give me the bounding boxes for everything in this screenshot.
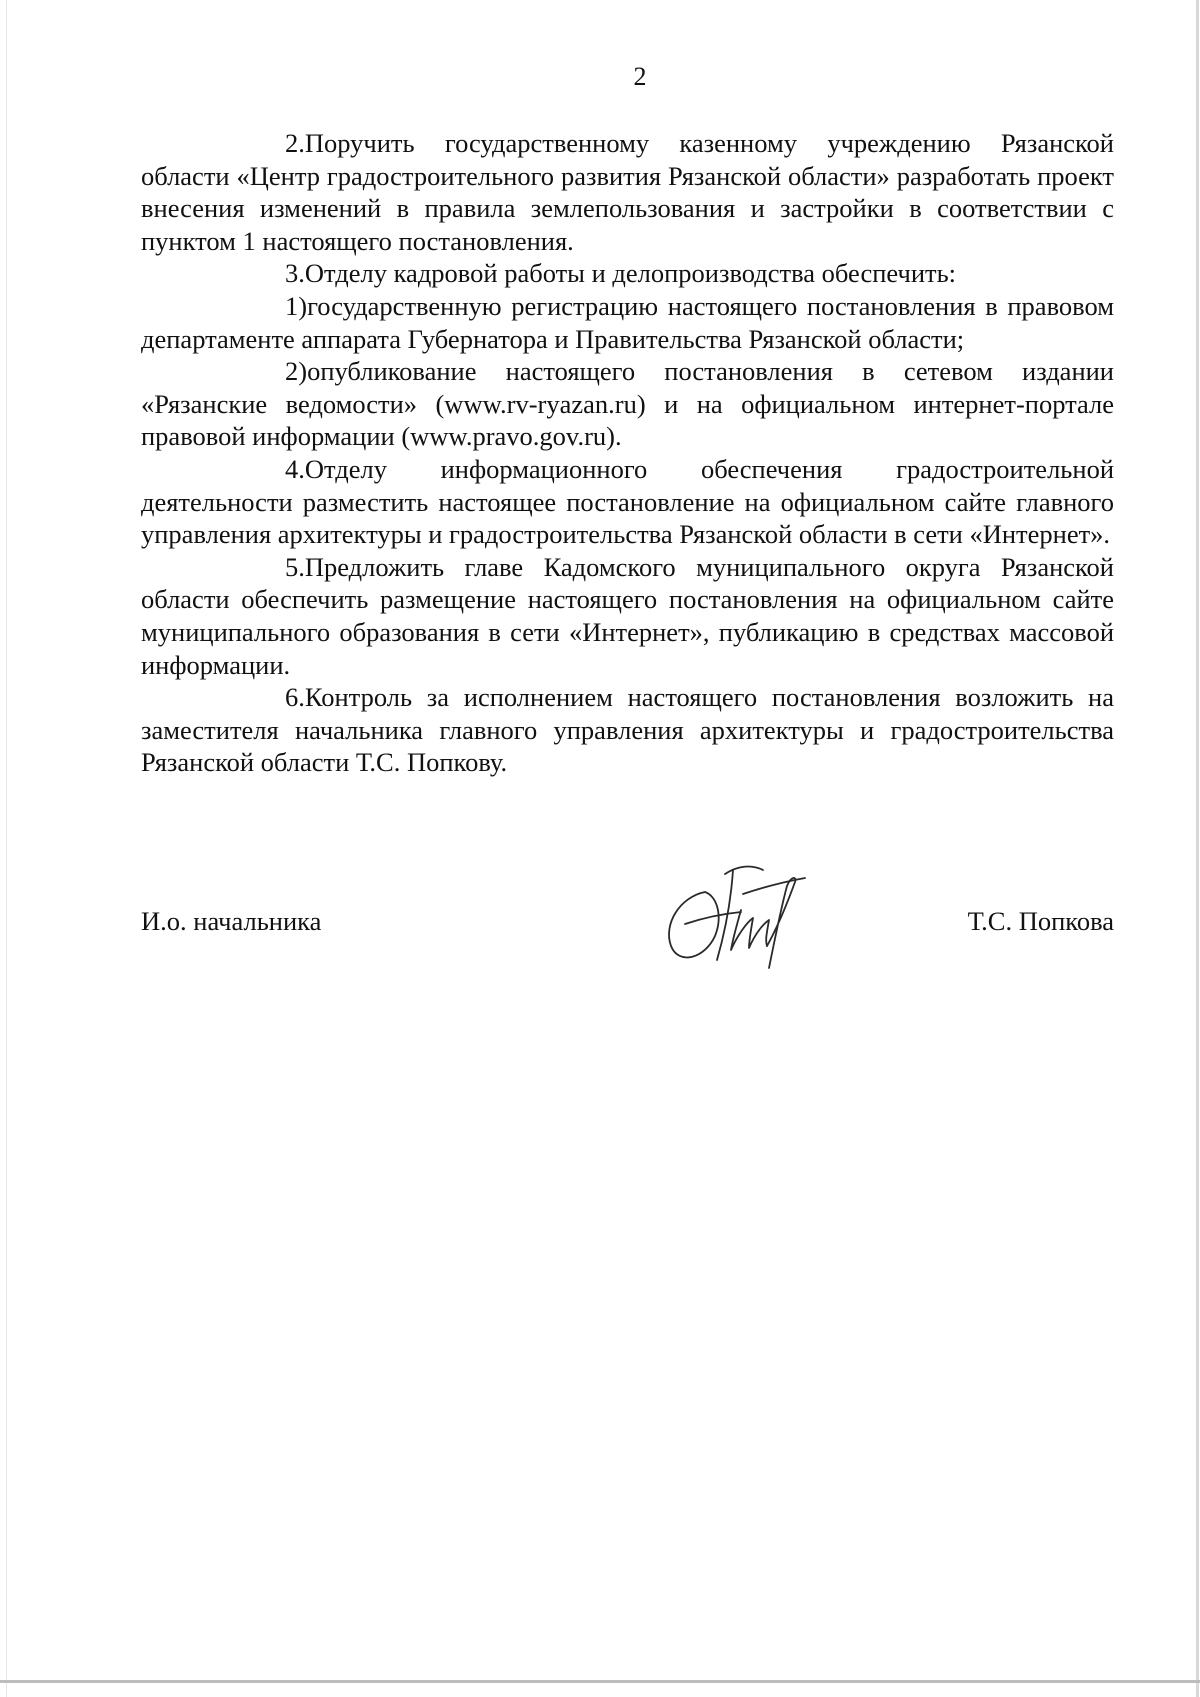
paragraph-text: государственную регистрацию настоящего постановления в правовом департаменте аппарата Губернатора и Правительства Рязанской области; — [141, 290, 1114, 354]
paragraph-3-2 — [141, 355, 1114, 453]
signatory-name: Т.С. Попкова — [967, 906, 1114, 936]
paragraph-2 — [141, 127, 1114, 257]
paragraph-number: 2. — [285, 128, 305, 158]
paragraph-6 — [141, 681, 1114, 779]
scan-edge-bottom — [0, 1680, 1200, 1683]
paragraph-number: 1) — [285, 290, 308, 321]
paragraph-text: Предложить главе Кадомского муниципального округа Рязанской области обеспечить размещение настоящего постановления на официальном сайте муниципального образования в сети «Интернет», публикацию в средствах массовой информации. — [141, 551, 1114, 680]
page-number: 2 — [633, 62, 647, 91]
document-body — [141, 127, 1114, 779]
signatory-position: И.о. начальника — [141, 906, 322, 936]
paragraph-text: Отделу информационного обеспечения градостроительной деятельности разместить настоящее постановление на официальном сайте главного управления архитектуры и градостроительства Рязанской области в сети «Интернет». — [141, 453, 1114, 550]
paragraph-5 — [141, 551, 1114, 681]
signature-block — [141, 905, 1114, 945]
paragraph-number: 3. — [285, 258, 305, 289]
scan-edge-left — [6, 0, 7, 1697]
paragraph-text: Поручить государственному казенному учреждению Рязанской области «Центр градостроительного развития Рязанской области» разработать проект внесения изменений в правила землепользования и застройки в соответствии с пунктом 1 настоящего постановления. — [141, 128, 1114, 256]
paragraph-number: 2) — [285, 356, 308, 387]
paragraph-number: 5. — [285, 551, 305, 582]
handwritten-signature — [645, 852, 825, 977]
paragraph-3-1 — [141, 290, 1114, 355]
scan-edge-right — [1196, 0, 1199, 1697]
paragraph-number: 6. — [285, 682, 305, 713]
paragraph-text: опубликование настоящего постановления в сетевом издании «Рязанские ведомости» (www.rv-ryazan.ru) и на официальном интернет-портале правовой информации (www.pravo.gov.ru). — [141, 356, 1114, 452]
paragraph-text: Отделу кадровой работы и делопроизводства обеспечить: — [304, 258, 957, 289]
paragraph-4 — [141, 453, 1114, 551]
paragraph-text: Контроль за исполнением настоящего постановления возложить на заместителя начальника главного управления архитектуры и градостроительства Рязанской области Т.С. Попкову. — [141, 682, 1114, 778]
paragraph-3 — [141, 257, 1114, 290]
paragraph-number: 4. — [285, 453, 305, 484]
